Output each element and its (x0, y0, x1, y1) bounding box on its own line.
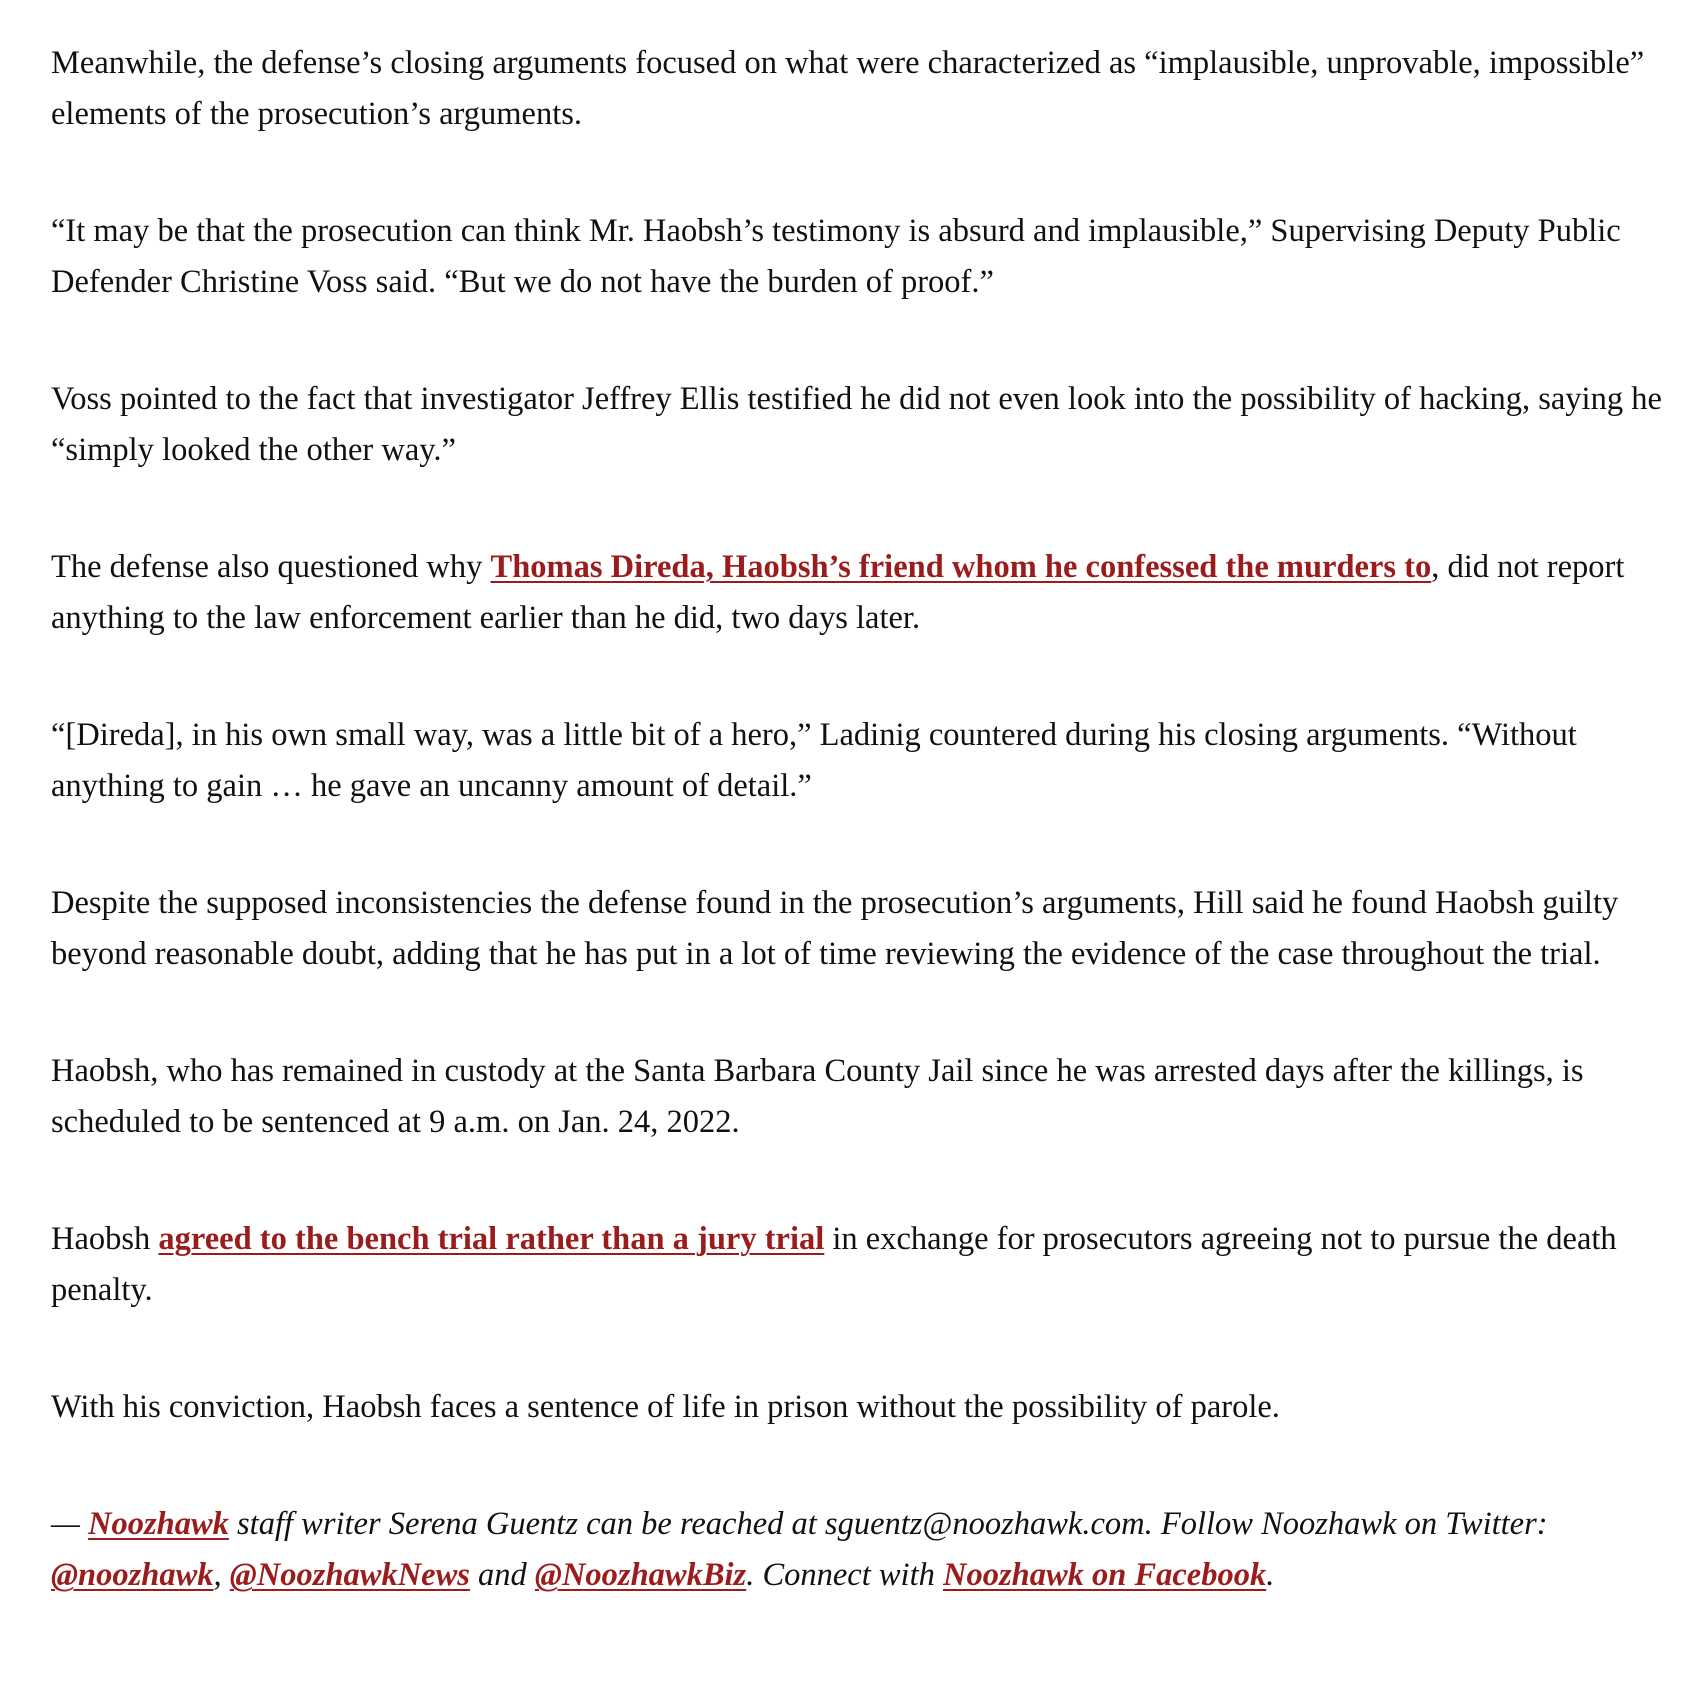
paragraph-direda-question (51, 542, 1676, 644)
paragraph-hill-verdict (51, 878, 1676, 980)
paragraph-text: Despite the supposed inconsistencies the defense found in the prosecution’s arguments, Hill said he found Haobsh guilty beyond reasonable doubt, adding that he has put in a lot of time reviewing the evidence of the case throughout the trial. (51, 885, 1619, 972)
noozhawk-link[interactable]: Noozhawk (88, 1506, 229, 1542)
paragraph-text: “[Direda], in his own small way, was a little bit of a hero,” Ladinig countered during his closing arguments. “Without anything to gain … he gave an uncanny amount of detail.” (51, 717, 1577, 804)
paragraph-text: The defense also questioned why (51, 549, 491, 585)
paragraph-text: , did not report anything to the law enforcement earlier than he did, two days later. (51, 549, 1625, 636)
paragraph-text: “It may be that the prosecution can think Mr. Haobsh’s testimony is absurd and implausible,” Supervising Deputy Public Defender Christine Voss said. “But we do not have the burden of proof.” (51, 213, 1621, 300)
facebook-link[interactable]: Noozhawk on Facebook (943, 1557, 1267, 1593)
twitter-noozhawknews-link[interactable]: @NoozhawkNews (229, 1557, 470, 1593)
twitter-noozhawkbiz-link[interactable]: @NoozhawkBiz (534, 1557, 747, 1593)
byline-text: . (1266, 1557, 1275, 1593)
paragraph-sentencing (51, 1046, 1676, 1148)
byline-text: , (213, 1557, 230, 1593)
direda-article-link[interactable]: Thomas Direda, Haobsh’s friend whom he confessed the murders to (490, 549, 1432, 585)
bench-trial-link[interactable]: agreed to the bench trial rather than a jury trial (158, 1221, 825, 1257)
paragraph-ladinig-quote (51, 710, 1676, 812)
paragraph-hacking (51, 374, 1676, 476)
paragraph-defense-closing (51, 38, 1676, 140)
paragraph-text: Voss pointed to the fact that investigator Jeffrey Ellis testified he did not even look into the possibility of hacking, saying he “simply looked the other way.” (51, 381, 1662, 468)
paragraph-text: Haobsh, who has remained in custody at the Santa Barbara County Jail since he was arrested days after the killings, is scheduled to be sentenced at 9 a.m. on Jan. 24, 2022. (51, 1053, 1584, 1140)
paragraph-text: Haobsh (51, 1221, 159, 1257)
paragraph-text: With his conviction, Haobsh faces a sentence of life in prison without the possibility of parole. (51, 1389, 1280, 1425)
paragraph-bench-trial (51, 1214, 1676, 1316)
paragraph-text: Meanwhile, the defense’s closing arguments focused on what were characterized as “implausible, unprovable, impossible” elements of the prosecution’s arguments. (51, 45, 1645, 132)
byline-text: staff writer Serena Guentz can be reached at sguentz@noozhawk.com. Follow Noozhawk on Twitter: (228, 1506, 1548, 1542)
author-byline (51, 1499, 1676, 1601)
paragraph-conviction (51, 1382, 1676, 1433)
paragraph-text: in exchange for prosecutors agreeing not to pursue the death penalty. (51, 1221, 1617, 1308)
byline-text: . Connect with (746, 1557, 943, 1593)
byline-dash: — (51, 1506, 89, 1542)
byline-text: and (469, 1557, 535, 1593)
twitter-noozhawk-link[interactable]: @noozhawk (51, 1557, 214, 1593)
article-body (51, 38, 1676, 1601)
paragraph-voss-quote (51, 206, 1676, 308)
